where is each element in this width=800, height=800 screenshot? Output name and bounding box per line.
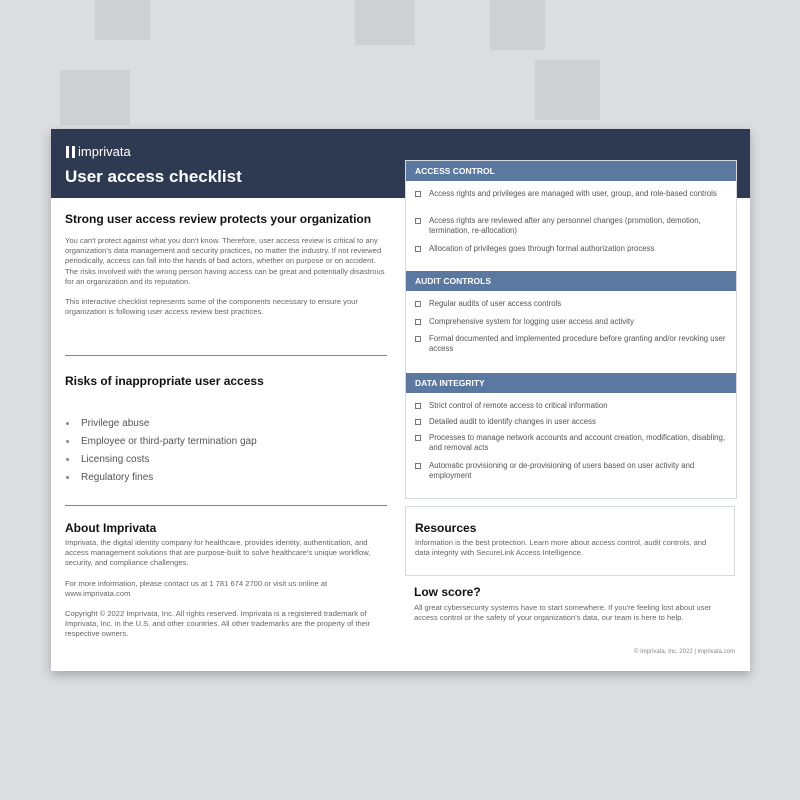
bullet-icon xyxy=(66,440,69,443)
background-shape xyxy=(535,60,600,120)
checklist-item[interactable]: Formal documented and implemented procedure before granting and/or revoking user access xyxy=(415,334,730,354)
checklist-document xyxy=(51,129,750,671)
low-score-heading: Low score? xyxy=(414,585,481,599)
checklist-item[interactable]: Access rights are reviewed after any personnel changes (promotion, demotion, termination, re-allocation) xyxy=(415,216,730,236)
checklist-item[interactable]: Strict control of remote access to critical information xyxy=(415,401,730,411)
access-control-header: ACCESS CONTROL xyxy=(406,161,736,181)
risks-list xyxy=(83,414,257,486)
checklist-item[interactable]: Comprehensive system for logging user access and activity xyxy=(415,317,730,327)
resources-text: Information is the best protection. Learn more about access control, audit controls, and data integrity with SecureLink Access Intelligence. xyxy=(415,538,707,558)
checklist-item[interactable]: Detailed audit to identify changes in user access xyxy=(415,417,730,427)
about-heading: About Imprivata xyxy=(65,521,157,535)
checklist-item[interactable]: Access rights and privileges are managed with user, group, and role-based controls xyxy=(415,189,730,199)
logo-text: imprivata xyxy=(78,144,131,159)
about-paragraph-3: Copyright © 2022 Imprivata, Inc. All rights reserved. Imprivata is a registered trademark of Imprivata, Inc. in the U.S. and other countries. All other trademarks are the property of their respective owners. xyxy=(65,609,371,639)
risks-heading: Risks of inappropriate user access xyxy=(65,374,264,388)
about-paragraph-1: Imprivata, the digital identity company for healthcare, provides identity, authentication, and access management solutions that are purpose-built to solve healthcare's unique workflow, security, and compliance challenges. xyxy=(65,538,371,568)
footer-text: © Imprivata, Inc. 2022 | imprivata.com xyxy=(633,649,735,655)
checkbox-icon[interactable] xyxy=(415,246,421,252)
background-shape xyxy=(355,0,415,45)
risks-section xyxy=(65,374,264,388)
divider xyxy=(65,505,387,506)
page-title: User access checklist xyxy=(65,167,242,186)
checkbox-icon[interactable] xyxy=(415,301,421,307)
checkbox-icon[interactable] xyxy=(415,463,421,469)
list-item: Regulatory fines xyxy=(83,468,257,486)
about-section xyxy=(65,521,387,640)
low-score-text: All great cybersecurity systems have to start somewhere. If you're feeling lost about user access control or the safety of your organization's data, our team is here to help. xyxy=(414,603,712,623)
intro-heading: Strong user access review protects your organization xyxy=(65,212,372,226)
checklist-panel xyxy=(405,160,737,499)
imprivata-logo xyxy=(66,144,131,159)
resources-box xyxy=(405,506,735,576)
logo-icon xyxy=(66,146,75,158)
resources-heading: Resources xyxy=(415,521,477,535)
intro-section xyxy=(65,212,387,317)
checkbox-icon[interactable] xyxy=(415,419,421,425)
checkbox-icon[interactable] xyxy=(415,403,421,409)
checkbox-icon[interactable] xyxy=(415,319,421,325)
checkbox-icon[interactable] xyxy=(415,218,421,224)
list-item: Licensing costs xyxy=(83,450,257,468)
checklist-item[interactable]: Processes to manage network accounts and account creation, modification, disabling, and removal acts xyxy=(415,433,730,453)
list-item: Privilege abuse xyxy=(83,414,257,432)
checkbox-icon[interactable] xyxy=(415,191,421,197)
intro-paragraph-1: You can't protect against what you don't know. Therefore, user access review is critical to any organization's data management and security practices, no matter the industry. If not reviewed periodically, access can fall into the hands of bad actors, whether on purpose or on accident. The risks involved with the wrong person having access can be great and potentially disastrous for an organization and its reputation. xyxy=(65,236,385,286)
checklist-item[interactable]: Automatic provisioning or de-provisioning of users based on user activity and employment xyxy=(415,461,730,481)
bullet-icon xyxy=(66,422,69,425)
low-score-section xyxy=(414,585,724,623)
checklist-item[interactable]: Allocation of privileges goes through formal authorization process xyxy=(415,244,730,254)
bullet-icon xyxy=(66,458,69,461)
checkbox-icon[interactable] xyxy=(415,435,421,441)
divider xyxy=(65,355,387,356)
background-shape xyxy=(60,70,130,125)
intro-paragraph-2: This interactive checklist represents some of the components necessary to ensure your organization is following user access review best practices. xyxy=(65,297,358,317)
checklist-item[interactable]: Regular audits of user access controls xyxy=(415,299,730,309)
audit-controls-header: AUDIT CONTROLS xyxy=(406,271,736,291)
list-item: Employee or third-party termination gap xyxy=(83,432,257,450)
background-shape xyxy=(95,0,150,40)
bullet-icon xyxy=(66,476,69,479)
about-paragraph-2: For more information, please contact us at 1 781 674 2700 or visit us online at www.imprivata.com xyxy=(65,578,328,598)
data-integrity-header: DATA INTEGRITY xyxy=(406,373,736,393)
background-shape xyxy=(490,0,545,50)
checkbox-icon[interactable] xyxy=(415,336,421,342)
